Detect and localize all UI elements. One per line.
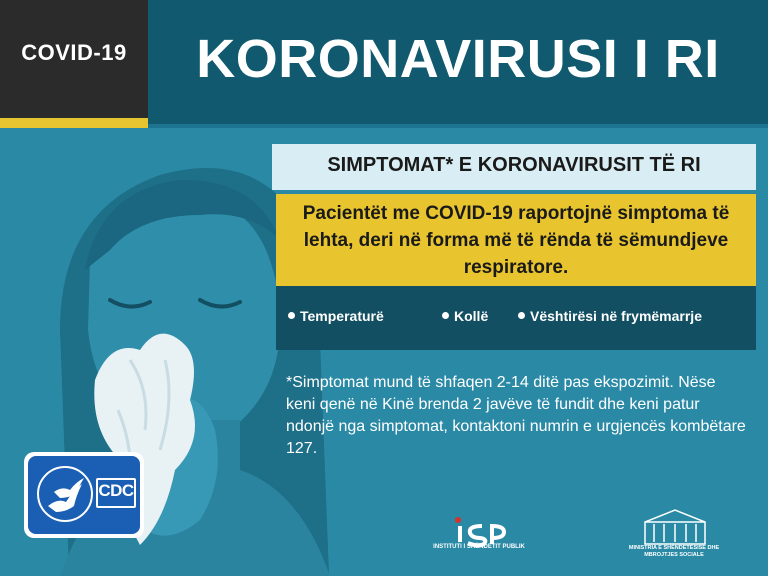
symptom-label: Kollë	[454, 308, 489, 324]
cdc-wordmark: CDC	[98, 481, 134, 500]
page-title: KORONAVIRUSI I RI	[196, 29, 720, 89]
bullet-icon	[288, 312, 295, 319]
symptom-label: Temperaturë	[300, 308, 384, 324]
symptom-item	[442, 308, 488, 324]
subtitle: SIMPTOMAT* E KORONAVIRUSIT TË RI	[327, 154, 701, 176]
symptom-note: *Simptomat mund të shfaqen 2-14 ditë pas ekspozimit. Nëse keni qenë në Kinë brenda 2 javëve të fundit dhe keni patur ndonjë nga simptomat, kontaktoni numrin e urgjencës kombëtare 127.	[286, 374, 746, 457]
badge-accent-stripe	[0, 118, 148, 128]
symptom-item	[518, 308, 702, 324]
covid-badge: COVID-19	[21, 40, 127, 65]
symptom-item	[288, 308, 384, 324]
bullet-icon	[442, 312, 449, 319]
symptom-label: Vështirësi në frymëmarrje	[530, 308, 702, 324]
ministry-caption: MINISTRIA E SHËNDETËSISË DHE MBROJTJES SOCIALE	[628, 545, 720, 558]
hhs-seal-icon	[36, 462, 94, 526]
isp-caption: INSTITUTI I SHËNDETIT PUBLIK	[433, 544, 525, 550]
isp-logo-icon	[432, 512, 532, 562]
bullet-icon	[518, 312, 525, 319]
highlight-text: Pacientët me COVID-19 raportojnë simptoma të lehta, deri në forma më të rënda të sëmundjeve respiratore.	[302, 203, 730, 278]
ministry-building-icon	[640, 506, 710, 546]
